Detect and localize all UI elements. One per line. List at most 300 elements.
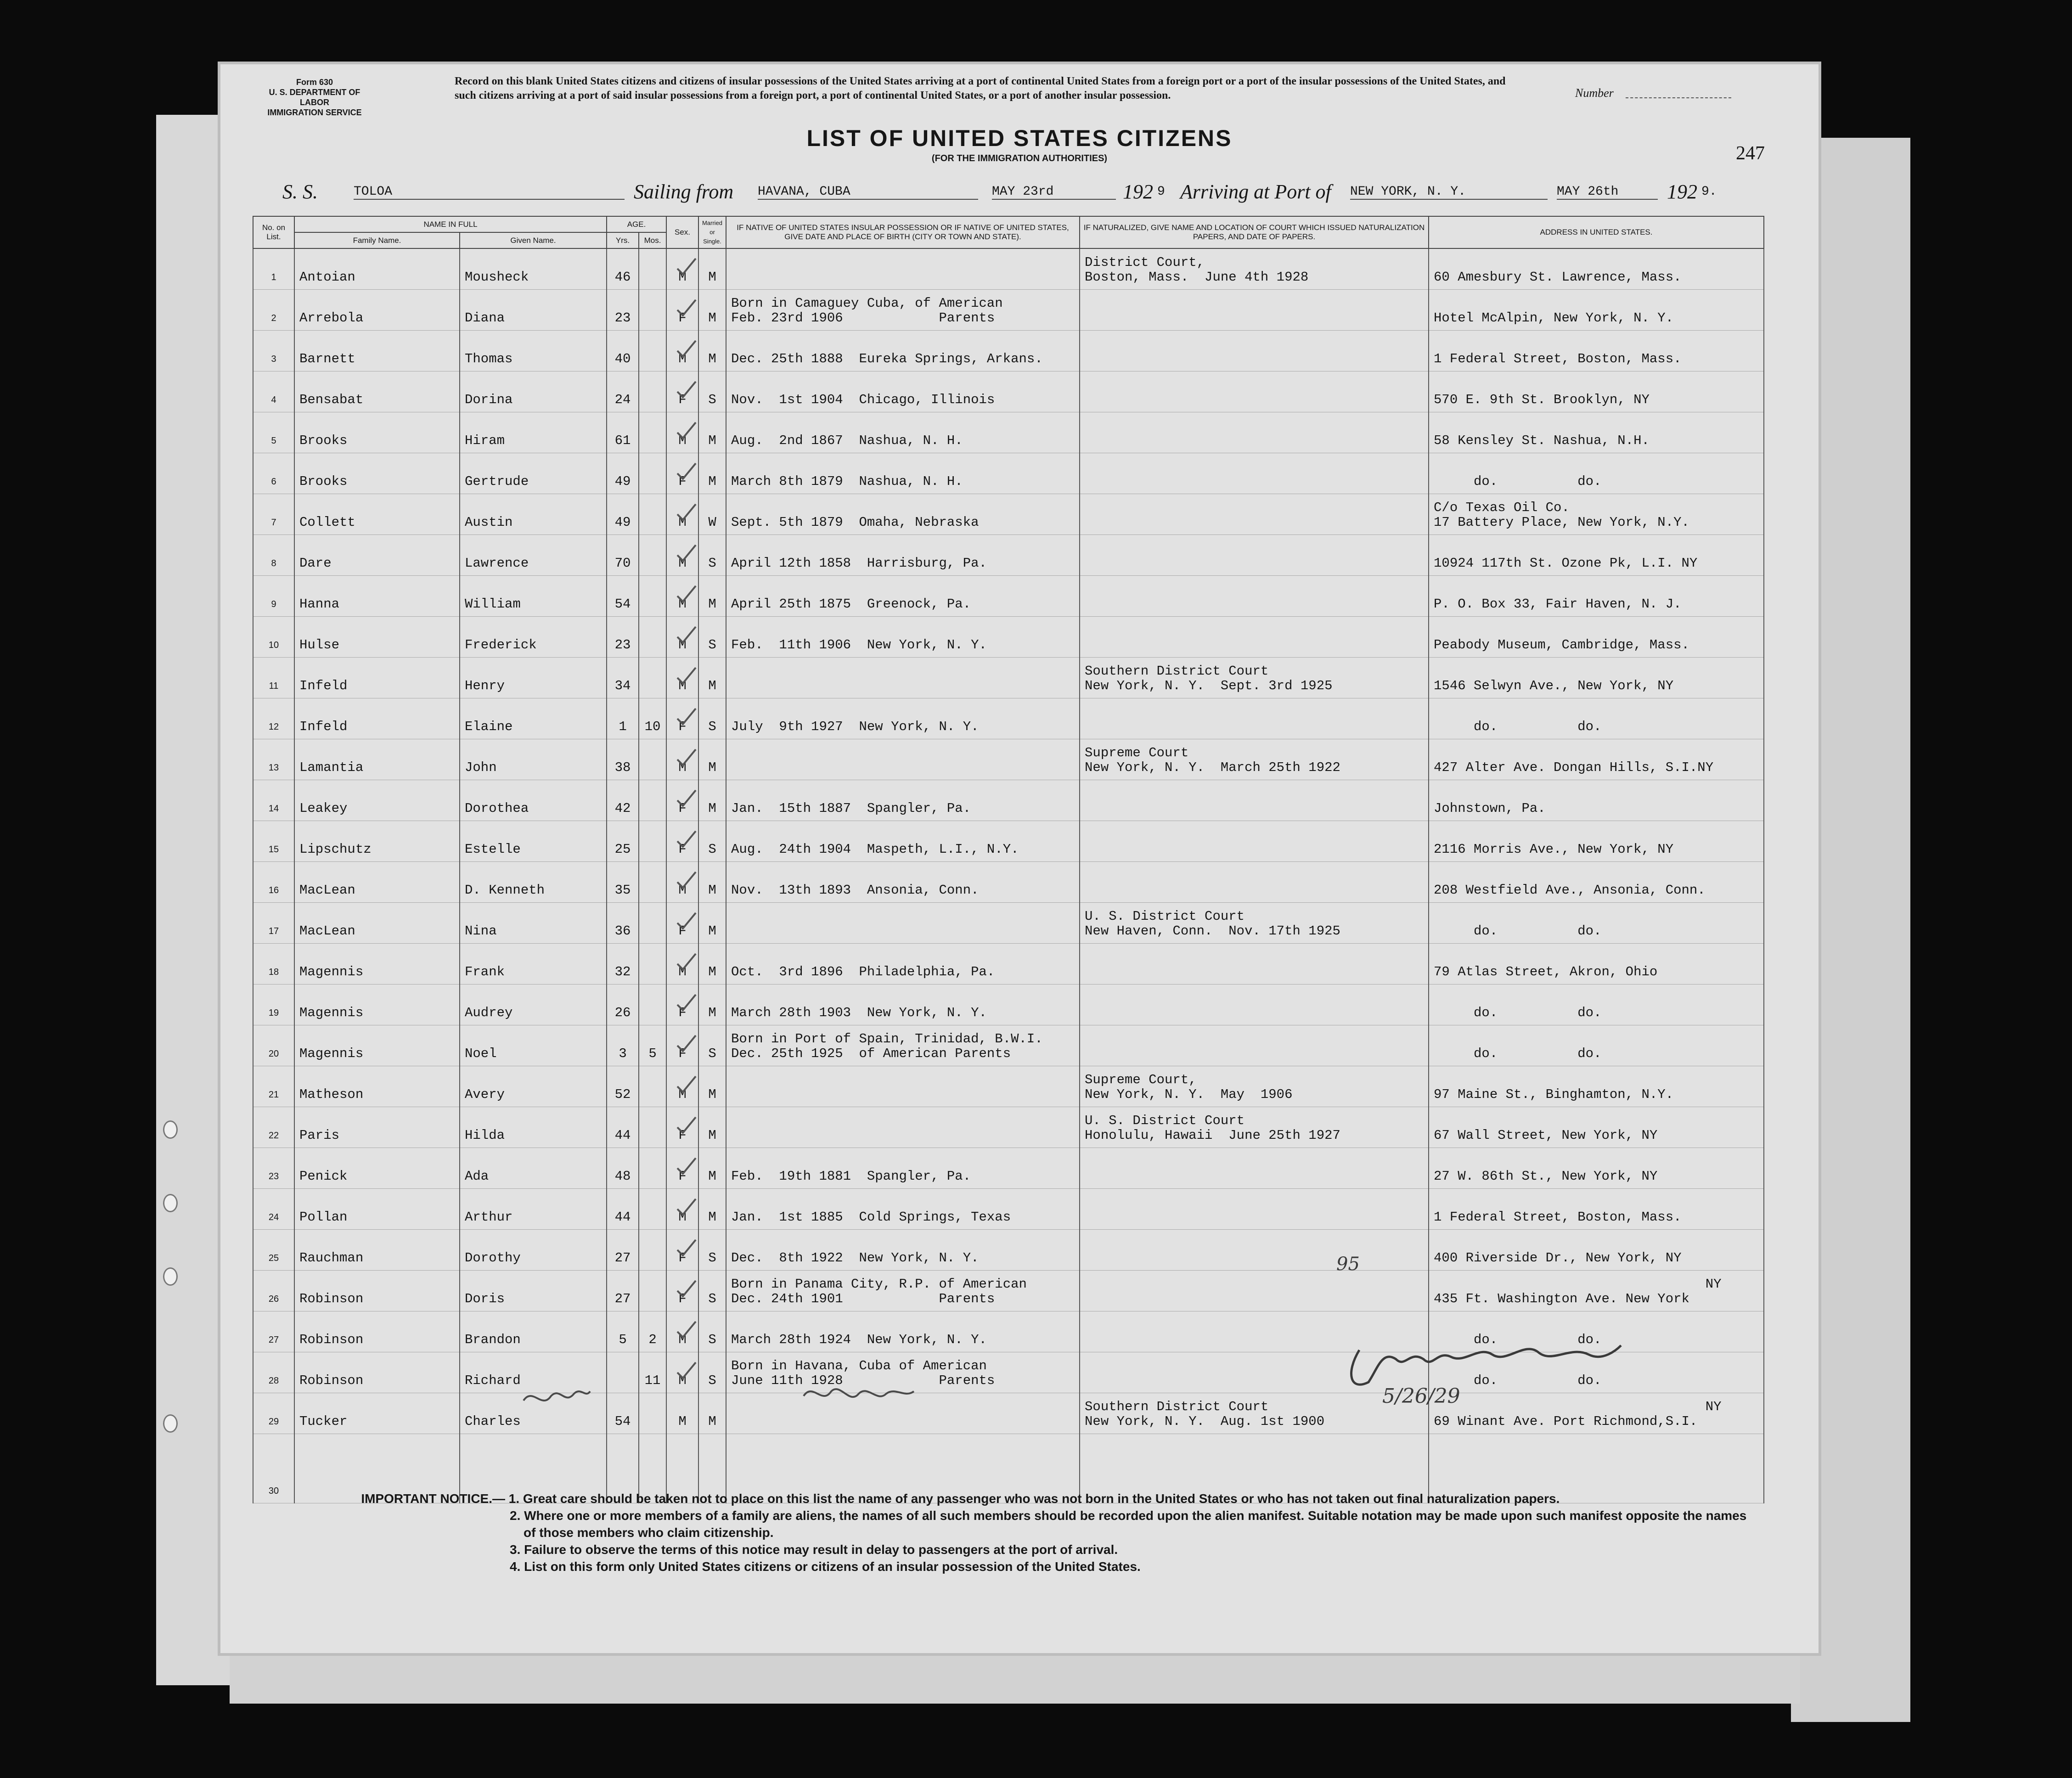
address-cell: 27 W. 86th St., New York, NY — [1429, 1148, 1764, 1189]
signature-date: 5/26/29 — [1382, 1384, 1460, 1408]
sex-cell: F — [666, 821, 698, 862]
given-name-cell: Ada — [460, 1148, 607, 1189]
age-years-cell: 52 — [607, 1066, 639, 1107]
pencil-check-mark — [676, 870, 697, 889]
address-cell: 67 Wall Street, New York, NY — [1429, 1107, 1764, 1148]
marital-status-cell: M — [698, 944, 726, 985]
age-years-cell: 24 — [607, 371, 639, 412]
marital-status-cell: S — [698, 1311, 726, 1352]
age-years-cell: 27 — [607, 1271, 639, 1311]
birth-info-cell: April 12th 1858 Harrisburg, Pa. — [726, 535, 1080, 576]
family-name-cell: Tucker — [294, 1393, 460, 1434]
birth-info-cell: March 28th 1903 New York, N. Y. — [726, 985, 1080, 1025]
address-cell: Peabody Museum, Cambridge, Mass. — [1429, 617, 1764, 658]
row-number-cell: 7 — [253, 494, 294, 535]
sex-cell: M — [666, 576, 698, 617]
pencil-check-mark — [676, 1156, 697, 1175]
given-name-cell: D. Kenneth — [460, 862, 607, 903]
birth-info-cell: April 25th 1875 Greenock, Pa. — [726, 576, 1080, 617]
age-years-cell: 70 — [607, 535, 639, 576]
marital-status-cell: S — [698, 535, 726, 576]
age-years-cell: 54 — [607, 576, 639, 617]
marital-status-cell: S — [698, 1230, 726, 1271]
naturalization-info-cell: U. S. District Court Honolulu, Hawaii June 25th 1927 — [1080, 1107, 1429, 1148]
pencil-check-mark — [676, 257, 697, 275]
col-address: ADDRESS IN UNITED STATES. — [1429, 216, 1764, 248]
given-name-cell: Dorothy — [460, 1230, 607, 1271]
naturalization-info-cell — [1080, 494, 1429, 535]
birth-info-cell — [726, 658, 1080, 698]
marital-status-cell: S — [698, 1271, 726, 1311]
naturalization-info-cell — [1080, 453, 1429, 494]
departure-port: HAVANA, CUBA — [758, 185, 978, 200]
page-title: LIST OF UNITED STATES CITIZENS — [806, 125, 1233, 151]
given-name-cell: Dorothea — [460, 780, 607, 821]
given-name-cell: Charles — [460, 1393, 607, 1434]
birth-info-cell: Aug. 2nd 1867 Nashua, N. H. — [726, 412, 1080, 453]
table-row — [253, 698, 1764, 739]
family-name-cell: Leakey — [294, 780, 460, 821]
birth-info-cell: Dec. 8th 1922 New York, N. Y. — [726, 1230, 1080, 1271]
number-field — [1626, 97, 1731, 98]
family-name-cell: Collett — [294, 494, 460, 535]
age-years-cell: 38 — [607, 739, 639, 780]
row-number-cell: 26 — [253, 1271, 294, 1311]
birth-info-cell: Born in Havana, Cuba of American June 11th 1928 Parents — [726, 1352, 1080, 1393]
table-row — [253, 617, 1764, 658]
row-number-cell: 4 — [253, 371, 294, 412]
table-row — [253, 290, 1764, 331]
table-row — [253, 1189, 1764, 1230]
sex-cell: F — [666, 698, 698, 739]
sex-cell: M — [666, 944, 698, 985]
naturalization-info-cell — [1080, 331, 1429, 371]
sex-cell: M — [666, 1189, 698, 1230]
age-months-cell — [639, 1230, 666, 1271]
age-months-cell — [639, 739, 666, 780]
birth-info-cell: Jan. 15th 1887 Spangler, Pa. — [726, 780, 1080, 821]
passenger-rows — [253, 248, 1764, 1503]
marital-status-cell: M — [698, 412, 726, 453]
marital-status-cell: M — [698, 862, 726, 903]
table-row — [253, 331, 1764, 371]
pencil-check-mark — [676, 748, 697, 766]
naturalization-info-cell: Supreme Court, New York, N. Y. May 1906 — [1080, 1066, 1429, 1107]
address-cell: 400 Riverside Dr., New York, NY — [1429, 1230, 1764, 1271]
sex-cell: M — [666, 1311, 698, 1352]
birth-info-cell: Born in Camaguey Cuba, of American Feb. 23rd 1906 Parents — [726, 290, 1080, 331]
address-cell: 97 Maine St., Binghamton, N.Y. — [1429, 1066, 1764, 1107]
marital-status-cell: M — [698, 780, 726, 821]
address-cell: do. do. — [1429, 903, 1764, 944]
arrival-date: MAY 26th — [1557, 185, 1658, 200]
naturalization-info-cell: Southern District Court New York, N. Y. Sept. 3rd 1925 — [1080, 658, 1429, 698]
table-row — [253, 1271, 1764, 1311]
age-years-cell: 54 — [607, 1393, 639, 1434]
notice-item-4: 4. List on this form only United States citizens or citizens of an insular possession of the United States. — [510, 1559, 1141, 1574]
age-months-cell — [639, 617, 666, 658]
given-name-cell: Nina — [460, 903, 607, 944]
family-name-cell: MacLean — [294, 903, 460, 944]
family-name-cell: Hanna — [294, 576, 460, 617]
given-name-cell: Lawrence — [460, 535, 607, 576]
birth-info-cell: Born in Panama City, R.P. of American Dec. 24th 1901 Parents — [726, 1271, 1080, 1311]
marital-status-cell: M — [698, 1066, 726, 1107]
table-row — [253, 1230, 1764, 1271]
sex-cell: F — [666, 903, 698, 944]
col-family: Family Name. — [294, 232, 460, 248]
age-years-cell: 40 — [607, 331, 639, 371]
row-number-cell: 15 — [253, 821, 294, 862]
row-number-cell: 8 — [253, 535, 294, 576]
departure-date: MAY 23rd — [992, 185, 1116, 200]
marital-status-cell: M — [698, 1189, 726, 1230]
age-years-cell: 36 — [607, 903, 639, 944]
sex-cell: F — [666, 1230, 698, 1271]
age-years-cell: 23 — [607, 290, 639, 331]
family-name-cell: Infeld — [294, 658, 460, 698]
pencil-check-mark — [676, 1075, 697, 1093]
table-row — [253, 985, 1764, 1025]
sex-cell: M — [666, 412, 698, 453]
manifest-sheet — [220, 64, 1819, 1653]
family-name-cell: Rauchman — [294, 1230, 460, 1271]
arriving-label: Arriving at Port of — [1180, 180, 1331, 203]
naturalization-info-cell — [1080, 1025, 1429, 1066]
table-row — [253, 658, 1764, 698]
naturalization-info-cell — [1080, 944, 1429, 985]
birth-info-cell — [726, 1107, 1080, 1148]
birth-info-cell: March 28th 1924 New York, N. Y. — [726, 1311, 1080, 1352]
age-months-cell — [639, 985, 666, 1025]
marital-status-cell: M — [698, 739, 726, 780]
number-label: Number — [1575, 86, 1614, 100]
naturalization-info-cell: Supreme Court New York, N. Y. March 25th 1922 — [1080, 739, 1429, 780]
birth-info-cell — [726, 903, 1080, 944]
family-name-cell: Lamantia — [294, 739, 460, 780]
address-cell: 1 Federal Street, Boston, Mass. — [1429, 1189, 1764, 1230]
row-number-cell: 14 — [253, 780, 294, 821]
birth-info-cell: March 8th 1879 Nashua, N. H. — [726, 453, 1080, 494]
naturalization-info-cell — [1080, 1271, 1429, 1311]
row-number-cell: 20 — [253, 1025, 294, 1066]
given-name-cell: Frederick — [460, 617, 607, 658]
pencil-check-mark — [676, 298, 697, 316]
row-number-cell: 13 — [253, 739, 294, 780]
table-row — [253, 494, 1764, 535]
age-years-cell: 27 — [607, 1230, 639, 1271]
age-years-cell: 23 — [607, 617, 639, 658]
birth-info-cell: Feb. 11th 1906 New York, N. Y. — [726, 617, 1080, 658]
age-months-cell — [639, 1271, 666, 1311]
pencil-check-mark — [676, 543, 697, 562]
given-name-cell: Thomas — [460, 331, 607, 371]
sex-cell: M — [666, 658, 698, 698]
punch-hole — [163, 1120, 178, 1139]
marital-status-cell: M — [698, 290, 726, 331]
given-name-cell: Avery — [460, 1066, 607, 1107]
age-months-cell — [639, 821, 666, 862]
marital-status-cell: S — [698, 617, 726, 658]
row-number-cell: 19 — [253, 985, 294, 1025]
family-name-cell: Dare — [294, 535, 460, 576]
age-months-cell — [639, 1189, 666, 1230]
marital-status-cell: S — [698, 371, 726, 412]
birth-info-cell: Born in Port of Spain, Trinidad, B.W.I. Dec. 25th 1925 of American Parents — [726, 1025, 1080, 1066]
passenger-table — [253, 216, 1764, 1503]
family-name-cell: Brooks — [294, 412, 460, 453]
sex-cell: M — [666, 1393, 698, 1434]
age-months-cell — [639, 576, 666, 617]
given-name-cell: Dorina — [460, 371, 607, 412]
marital-status-cell: M — [698, 1107, 726, 1148]
col-birth: IF NATIVE OF UNITED STATES INSULAR POSSESSION OR IF NATIVE OF UNITED STATES, GIVE DATE AND PLACE OF BIRTH (CITY OR TOWN AND STATE). — [726, 216, 1080, 248]
family-name-cell: Robinson — [294, 1311, 460, 1352]
marital-status-cell: M — [698, 658, 726, 698]
pencil-check-mark — [676, 993, 697, 1011]
table-row — [253, 1066, 1764, 1107]
form-id: Form 630 U. S. DEPARTMENT OF LABOR IMMIGRATION SERVICE — [267, 78, 362, 117]
clerk-initials — [519, 1378, 592, 1414]
family-name-cell: Pollan — [294, 1189, 460, 1230]
pencil-check-mark — [676, 339, 697, 357]
family-name-cell: Hulse — [294, 617, 460, 658]
given-name-cell: Noel — [460, 1025, 607, 1066]
age-years-cell: 3 — [607, 1025, 639, 1066]
naturalization-info-cell — [1080, 821, 1429, 862]
ship-name: TOLOA — [354, 185, 625, 200]
family-name-cell: Bensabat — [294, 371, 460, 412]
marital-status-cell: M — [698, 576, 726, 617]
table-row — [253, 1393, 1764, 1434]
age-years-cell: 32 — [607, 944, 639, 985]
row-number-cell: 23 — [253, 1148, 294, 1189]
given-name-cell: Hilda — [460, 1107, 607, 1148]
address-cell: 208 Westfield Ave., Ansonia, Conn. — [1429, 862, 1764, 903]
naturalization-info-cell — [1080, 535, 1429, 576]
address-cell: 570 E. 9th St. Brooklyn, NY — [1429, 371, 1764, 412]
age-months-cell — [639, 658, 666, 698]
row-number-cell: 28 — [253, 1352, 294, 1393]
given-name-cell: Doris — [460, 1271, 607, 1311]
marital-status-cell: M — [698, 248, 726, 290]
naturalization-info-cell — [1080, 371, 1429, 412]
col-age-group: AGE. — [607, 216, 666, 232]
age-months-cell — [639, 371, 666, 412]
pencil-check-mark — [676, 911, 697, 929]
marital-status-cell: M — [698, 331, 726, 371]
pencil-check-mark — [676, 1361, 697, 1379]
given-name-cell: Hiram — [460, 412, 607, 453]
departure-year-prefix: 192 — [1123, 180, 1153, 203]
pencil-check-mark — [676, 1115, 697, 1134]
row-number-cell: 2 — [253, 290, 294, 331]
age-years-cell: 35 — [607, 862, 639, 903]
sex-cell: F — [666, 1107, 698, 1148]
marital-status-cell: M — [698, 1148, 726, 1189]
birth-info-cell: Nov. 13th 1893 Ansonia, Conn. — [726, 862, 1080, 903]
pencil-check-mark — [676, 584, 697, 602]
table-row — [253, 576, 1764, 617]
age-years-cell: 1 — [607, 698, 639, 739]
birth-info-cell — [726, 248, 1080, 290]
birth-info-cell: Aug. 24th 1904 Maspeth, L.I., N.Y. — [726, 821, 1080, 862]
row-number-cell: 10 — [253, 617, 294, 658]
birth-info-cell: July 9th 1927 New York, N. Y. — [726, 698, 1080, 739]
naturalization-info-cell — [1080, 576, 1429, 617]
family-name-cell: Magennis — [294, 1025, 460, 1066]
family-name-cell: Brooks — [294, 453, 460, 494]
notice-item-1: 1. Great care should be taken not to place on this list the name of any passenger who was not born in the United States or who has not taken out final naturalization papers. — [508, 1491, 1560, 1506]
age-months-cell — [639, 331, 666, 371]
family-name-cell: Magennis — [294, 944, 460, 985]
page-subtitle: (FOR THE IMMIGRATION AUTHORITIES) — [931, 153, 1108, 163]
age-years-cell: 49 — [607, 494, 639, 535]
birth-info-cell: Dec. 25th 1888 Eureka Springs, Arkans. — [726, 331, 1080, 371]
given-name-cell: Diana — [460, 290, 607, 331]
given-name-cell: Audrey — [460, 985, 607, 1025]
address-cell: Johnstown, Pa. — [1429, 780, 1764, 821]
address-cell: 60 Amesbury St. Lawrence, Mass. — [1429, 248, 1764, 290]
sex-cell: M — [666, 862, 698, 903]
age-months-cell — [639, 903, 666, 944]
family-name-cell: Antoian — [294, 248, 460, 290]
table-row — [253, 535, 1764, 576]
naturalization-info-cell — [1080, 985, 1429, 1025]
pencil-check-mark — [676, 829, 697, 848]
row-number-cell: 30 — [253, 1434, 294, 1503]
given-name-cell: Austin — [460, 494, 607, 535]
naturalization-info-cell: U. S. District Court New Haven, Conn. Nov. 17th 1925 — [1080, 903, 1429, 944]
pencil-check-mark — [676, 1279, 697, 1297]
age-months-cell — [639, 290, 666, 331]
col-name-group: NAME IN FULL — [294, 216, 607, 232]
departure-year-suffix: 9 — [1157, 185, 1165, 199]
address-cell: Hotel McAlpin, New York, N. Y. — [1429, 290, 1764, 331]
row-number-cell: 18 — [253, 944, 294, 985]
col-naturalized: IF NATURALIZED, GIVE NAME AND LOCATION OF COURT WHICH ISSUED NATURALIZATION PAPERS, AND DATE OF PAPERS. — [1080, 216, 1429, 248]
naturalization-info-cell: Southern District Court New York, N. Y. Aug. 1st 1900 — [1080, 1393, 1429, 1434]
sex-cell: M — [666, 494, 698, 535]
sex-cell: M — [666, 1352, 698, 1393]
address-cell: 1546 Selwyn Ave., New York, NY — [1429, 658, 1764, 698]
family-name-cell: Robinson — [294, 1352, 460, 1393]
age-years-cell: 61 — [607, 412, 639, 453]
pencil-check-mark — [676, 461, 697, 480]
age-months-cell — [639, 248, 666, 290]
address-cell: C/o Texas Oil Co. 17 Battery Place, New York, N.Y. — [1429, 494, 1764, 535]
age-years-cell: 46 — [607, 248, 639, 290]
marital-status-cell: S — [698, 1352, 726, 1393]
notice-item-3: 3. Failure to observe the terms of this notice may result in delay to passengers at the port of arrival. — [510, 1542, 1118, 1557]
given-name-cell: Brandon — [460, 1311, 607, 1352]
col-no: No. on List. — [253, 216, 294, 248]
notice-heading: IMPORTANT NOTICE.— — [361, 1491, 505, 1506]
notice-item-2: 2. Where one or more members of a family are aliens, the names of all such members should be recorded upon the alien manifest. Suitable notation may be made upon such manifest opposite the names of those members who claim citizenship. — [510, 1508, 1747, 1540]
row-number-cell: 16 — [253, 862, 294, 903]
sex-cell: F — [666, 1025, 698, 1066]
naturalization-info-cell: District Court, Boston, Mass. June 4th 1928 — [1080, 248, 1429, 290]
age-months-cell — [639, 780, 666, 821]
age-months-cell — [639, 1148, 666, 1189]
age-months-cell — [639, 1393, 666, 1434]
row-number-cell: 22 — [253, 1107, 294, 1148]
arrival-year-prefix: 192 — [1667, 180, 1697, 203]
sex-cell: M — [666, 617, 698, 658]
age-years-cell: 48 — [607, 1148, 639, 1189]
table-row — [253, 371, 1764, 412]
address-cell: 79 Atlas Street, Akron, Ohio — [1429, 944, 1764, 985]
naturalization-info-cell — [1080, 780, 1429, 821]
table-row — [253, 944, 1764, 985]
age-months-cell — [639, 453, 666, 494]
row-number-cell: 25 — [253, 1230, 294, 1271]
address-cell: 1 Federal Street, Boston, Mass. — [1429, 331, 1764, 371]
age-months-cell — [639, 494, 666, 535]
naturalization-info-cell — [1080, 412, 1429, 453]
pencil-check-mark — [676, 421, 697, 439]
punch-hole — [163, 1414, 178, 1433]
row-number-cell: 3 — [253, 331, 294, 371]
age-months-cell — [639, 1107, 666, 1148]
row-number-cell: 27 — [253, 1311, 294, 1352]
address-cell: 2116 Morris Ave., New York, NY — [1429, 821, 1764, 862]
sailing-from-label: Sailing from — [634, 180, 734, 203]
punch-hole — [163, 1194, 178, 1212]
given-name-cell: John — [460, 739, 607, 780]
pencil-check-mark — [676, 1238, 697, 1256]
address-cell: do. do. — [1429, 985, 1764, 1025]
marital-status-cell: M — [698, 453, 726, 494]
table-row — [253, 903, 1764, 944]
sex-cell: F — [666, 780, 698, 821]
address-cell: do. do. — [1429, 1311, 1764, 1352]
birth-info-cell — [726, 1066, 1080, 1107]
inspector-signature — [1341, 1332, 1626, 1396]
row-number-cell: 11 — [253, 658, 294, 698]
table-row — [253, 1107, 1764, 1148]
address-cell: NY 435 Ft. Washington Ave. New York — [1429, 1271, 1764, 1311]
pencil-check-mark — [676, 707, 697, 725]
given-name-cell: Richard — [460, 1352, 607, 1393]
age-years-cell — [607, 1352, 639, 1393]
sex-cell: M — [666, 739, 698, 780]
naturalization-info-cell — [1080, 1230, 1429, 1271]
age-months-cell: 10 — [639, 698, 666, 739]
age-months-cell — [639, 412, 666, 453]
address-cell: do. do. — [1429, 1352, 1764, 1393]
col-sex: Sex. — [666, 216, 698, 248]
pencil-check-mark — [676, 1197, 697, 1215]
row-number-cell: 24 — [253, 1189, 294, 1230]
given-name-cell: Gertrude — [460, 453, 607, 494]
table-row — [253, 412, 1764, 453]
age-years-cell: 49 — [607, 453, 639, 494]
naturalization-info-cell — [1080, 290, 1429, 331]
family-name-cell: Penick — [294, 1148, 460, 1189]
pencil-check-mark — [676, 788, 697, 807]
age-years-cell: 5 — [607, 1311, 639, 1352]
page-number: 247 — [1736, 143, 1765, 164]
given-name-cell: William — [460, 576, 607, 617]
address-cell: do. do. — [1429, 698, 1764, 739]
ss-label: S. S. — [282, 180, 318, 203]
marital-status-cell: M — [698, 1393, 726, 1434]
age-months-cell — [639, 535, 666, 576]
sex-cell: F — [666, 1148, 698, 1189]
address-cell: 58 Kensley St. Nashua, N.H. — [1429, 412, 1764, 453]
pencil-check-mark — [676, 625, 697, 643]
